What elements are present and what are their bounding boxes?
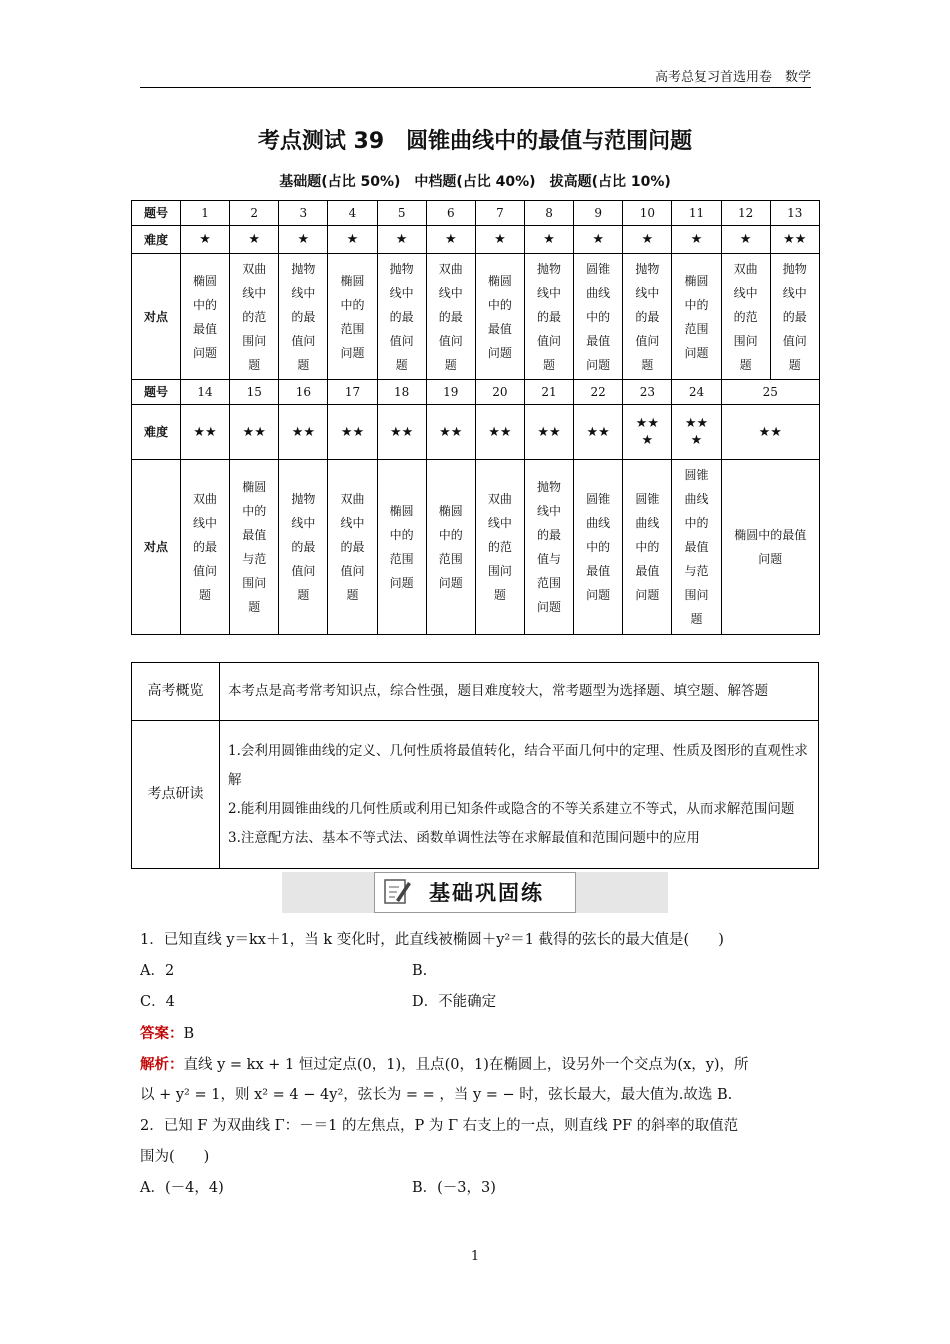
- topic-text: 抛物线中的最值问题: [537, 261, 562, 372]
- num-text: 6: [446, 206, 455, 220]
- cell-num: [770, 201, 819, 226]
- num-text: 12: [737, 206, 754, 220]
- analysis-label: 解析：: [140, 1056, 184, 1073]
- cell-diff: [181, 226, 230, 254]
- cell-topic: [574, 254, 623, 380]
- num-text: 17: [344, 385, 361, 399]
- cell-diff: [721, 226, 770, 254]
- topic-text: 椭圆中的最值问题: [193, 273, 218, 360]
- cell-topic: [475, 254, 524, 380]
- cell-diff: [279, 226, 328, 254]
- pencil-note-icon: [382, 876, 412, 906]
- diff-text: ★★: [488, 424, 512, 440]
- num-text: 8: [545, 206, 553, 220]
- page-title: 考点测试 39 圆锥曲线中的最值与范围问题: [257, 129, 693, 154]
- analysis-text: 直线 y = kx + 1 恒过定点(0，1)，且点(0，1)在椭圆上，设另外一个交点为(x，y)，所: [183, 1057, 749, 1073]
- cell-diff: [377, 405, 426, 460]
- row-label-topic: 对点: [132, 460, 181, 635]
- q1-analysis-line2: 以 + y² = 1，则 x² = 4 − 4y²，弦长为 = = ，当 y = − 时，弦长最大，最大值为.故选 B.: [140, 1087, 733, 1103]
- cell-diff: [181, 405, 230, 460]
- topic-text: 圆锥曲线中的最值问题: [635, 492, 660, 602]
- running-header: [140, 66, 811, 88]
- num-text: 18: [393, 385, 410, 399]
- cell-num: [721, 380, 819, 405]
- cell-diff: [279, 405, 328, 460]
- diff-text: ★★: [242, 424, 266, 440]
- q1-option-b: B.: [412, 963, 428, 979]
- difficulty-distribution: 基础题(占比 50%) 中档题(占比 40%) 拔高题(占比 10%): [279, 174, 671, 190]
- cell-num: [230, 380, 279, 405]
- section-banner: [282, 872, 668, 913]
- cell-topic: [230, 460, 279, 635]
- study-points: [220, 721, 819, 869]
- cell-num: [672, 201, 721, 226]
- study-point: 2.能利用圆锥曲线的几何性质或利用已知条件或隐含的不等关系建立不等式，从而求解范围问题: [228, 800, 795, 817]
- cell-diff: [574, 405, 623, 460]
- cell-num: [574, 380, 623, 405]
- diff-text: ★★★: [635, 416, 659, 448]
- cell-num: [623, 380, 672, 405]
- answer-value: B: [183, 1026, 195, 1042]
- topic-text: 抛物线中的最值问题: [291, 492, 316, 602]
- diff-text: ★★★: [684, 416, 709, 448]
- num-text: 2: [250, 206, 259, 220]
- diff-text: ★: [543, 232, 555, 247]
- answer-label: 答案：: [140, 1025, 184, 1042]
- q2-options-row1: [140, 1173, 815, 1204]
- topic-text: 双曲线中的范围问题: [487, 492, 512, 602]
- cell-diff: [426, 226, 475, 254]
- q2-option-b: B．(－3，3): [412, 1180, 496, 1196]
- cell-diff: [623, 226, 672, 254]
- cell-num: [181, 380, 230, 405]
- topic-text: 圆锥曲线中的最值问题: [586, 492, 611, 602]
- num-text: 20: [492, 385, 508, 399]
- num-text: 19: [443, 385, 459, 399]
- cell-diff: [475, 226, 524, 254]
- num-text: 15: [246, 385, 262, 399]
- cell-topic: [623, 460, 672, 635]
- cell-num: [524, 380, 573, 405]
- row-label-num: 题号: [132, 380, 181, 405]
- cell-topic: [524, 254, 573, 380]
- cell-num: [328, 201, 377, 226]
- q1-answer: [140, 1018, 815, 1049]
- q2-option-a: A．(－4，4): [140, 1180, 224, 1196]
- study-label: 考点研读: [132, 721, 220, 869]
- cell-diff: [770, 226, 819, 254]
- topic-text: 双曲线中的最值问题: [438, 261, 463, 372]
- diff-text: ★: [248, 232, 261, 247]
- num-text: 4: [348, 206, 357, 220]
- cell-num: [574, 201, 623, 226]
- cell-topic: [377, 254, 426, 380]
- diff-text: ★: [346, 232, 359, 247]
- cell-topic: [475, 460, 524, 635]
- topic-text: 椭圆中的最值问题: [734, 528, 807, 566]
- study-point: 1.会利用圆锥曲线的定义、几何性质将最值转化，结合平面几何中的定理、性质及图形的直观性求解: [228, 742, 808, 788]
- topic-text: 椭圆中的范围问题: [340, 273, 365, 360]
- cell-diff: [328, 405, 377, 460]
- diff-text: ★: [395, 232, 408, 247]
- topic-text: 椭圆中的最值问题: [487, 273, 512, 360]
- num-text: 9: [594, 206, 603, 220]
- topic-table-1: [131, 200, 820, 380]
- study-point: 3.注意配方法、基本不等式法、函数单调性法等在求解最值和范围问题中的应用: [228, 829, 700, 846]
- cell-topic: [279, 460, 328, 635]
- cell-num: [230, 201, 279, 226]
- diff-text: ★: [494, 232, 506, 247]
- questions: [140, 925, 815, 1204]
- diff-text: ★★: [389, 424, 414, 440]
- diff-text: ★: [199, 232, 211, 247]
- cell-topic: [623, 254, 672, 380]
- num-text: 16: [295, 385, 311, 399]
- q2-stem-line2: 围为( ): [140, 1149, 210, 1165]
- diff-text: ★★: [340, 424, 365, 440]
- cell-topic: [524, 460, 573, 635]
- overview-label: 高考概览: [132, 663, 220, 721]
- topic-text: 抛物线中的最值与范围问题: [537, 480, 562, 614]
- cell-topic: [426, 460, 475, 635]
- cell-num: [377, 380, 426, 405]
- topic-table-2: [131, 379, 820, 635]
- diff-text: ★: [444, 232, 457, 247]
- num-text: 22: [590, 385, 606, 399]
- diff-text: ★★: [193, 424, 217, 440]
- row-label-diff: 难度: [132, 405, 181, 460]
- num-text: 13: [787, 206, 803, 220]
- cell-diff: [672, 226, 721, 254]
- cell-num: [475, 201, 524, 226]
- cell-num: [426, 201, 475, 226]
- cell-topic: [672, 254, 721, 380]
- num-text: 7: [496, 206, 504, 220]
- cell-num: [623, 201, 672, 226]
- diff-text: ★: [739, 232, 752, 247]
- cell-num: [279, 380, 328, 405]
- cell-topic: [230, 254, 279, 380]
- page-number: 1: [470, 1249, 480, 1264]
- cell-num: [426, 380, 475, 405]
- diff-text: ★: [641, 232, 654, 247]
- topic-text: 抛物线中的最值问题: [291, 261, 316, 372]
- num-text: 5: [397, 206, 406, 220]
- q1-options-row2: [140, 987, 815, 1018]
- num-text: 23: [639, 385, 655, 399]
- cell-num: [524, 201, 573, 226]
- cell-topic: [279, 254, 328, 380]
- cell-diff: [672, 405, 721, 460]
- cell-diff: [721, 405, 819, 460]
- q2-stem-line1: 2．已知 F 为双曲线 Γ：－＝1 的左焦点，P 为 Γ 右支上的一点，则直线 PF 的斜率的取值范: [140, 1118, 739, 1134]
- cell-diff: [574, 226, 623, 254]
- topic-text: 抛物线中的最值问题: [782, 261, 807, 372]
- cell-topic: [721, 254, 770, 380]
- num-text: 21: [541, 385, 557, 399]
- topic-text: 椭圆中的范围问题: [438, 504, 463, 590]
- diff-text: ★: [592, 232, 605, 247]
- cell-topic: [574, 460, 623, 635]
- diff-text: ★★: [758, 424, 782, 440]
- topic-text: 双曲线中的范围问题: [242, 261, 267, 372]
- cell-diff: [524, 226, 573, 254]
- num-text: 1: [201, 206, 209, 220]
- num-text: 11: [688, 206, 705, 220]
- row-label-diff: 难度: [132, 226, 181, 254]
- diff-text: ★★: [291, 424, 315, 440]
- topic-text: 椭圆中的范围问题: [684, 273, 709, 360]
- cell-topic: [426, 254, 475, 380]
- num-text: 25: [762, 385, 778, 399]
- row-label-topic: 对点: [132, 254, 181, 380]
- cell-topic: [672, 460, 721, 635]
- cell-num: [181, 201, 230, 226]
- num-text: 24: [688, 385, 705, 399]
- q1-option-a: A．2: [140, 963, 175, 979]
- topic-text: 双曲线中的最值问题: [340, 492, 365, 602]
- topic-text: 抛物线中的最值问题: [389, 261, 414, 372]
- diff-text: ★★: [439, 424, 463, 440]
- cell-num: [279, 201, 328, 226]
- diff-text: ★: [690, 232, 703, 247]
- cell-num: [475, 380, 524, 405]
- cell-topic: [181, 460, 230, 635]
- topic-text: 椭圆中的最值与范围问题: [242, 480, 267, 614]
- cell-topic: [328, 254, 377, 380]
- cell-topic: [770, 254, 819, 380]
- cell-num: [328, 380, 377, 405]
- cell-diff: [377, 226, 426, 254]
- q1-analysis-line1: [140, 1049, 815, 1080]
- banner-label: 基础巩固练: [429, 881, 544, 905]
- overview-text: 本考点是高考常考知识点，综合性强，题目难度较大，常考题型为选择题、填空题、解答题: [220, 663, 819, 721]
- topic-text: 双曲线中的最值问题: [193, 492, 218, 602]
- cell-diff: [524, 405, 573, 460]
- cell-topic: [328, 460, 377, 635]
- topic-text: 椭圆中的范围问题: [389, 504, 414, 590]
- diff-text: ★: [297, 232, 310, 247]
- overview-table: [131, 662, 819, 869]
- q1-option-c: C．4: [140, 994, 175, 1010]
- topic-text: 圆锥曲线中的最值与范围问题: [684, 468, 709, 626]
- topic-text: 圆锥曲线中的最值问题: [586, 261, 611, 372]
- cell-diff: [230, 226, 279, 254]
- q1-option-d: D．不能确定: [412, 994, 497, 1010]
- cell-topic: [181, 254, 230, 380]
- num-text: 10: [639, 206, 655, 220]
- topic-text: 抛物线中的最值问题: [635, 261, 660, 372]
- cell-num: [377, 201, 426, 226]
- q1-options-row1: [140, 956, 815, 987]
- cell-topic: [377, 460, 426, 635]
- diff-text: ★★: [586, 424, 610, 440]
- row-label-num: 题号: [132, 201, 181, 226]
- header-text: 高考总复习首选用卷 数学: [654, 70, 811, 85]
- diff-text: ★★: [783, 232, 807, 247]
- num-text: 14: [197, 385, 213, 399]
- cell-diff: [328, 226, 377, 254]
- cell-diff: [623, 405, 672, 460]
- cell-num: [672, 380, 721, 405]
- topic-text: 双曲线中的范围问题: [733, 261, 758, 372]
- diff-text: ★★: [537, 424, 561, 440]
- cell-diff: [426, 405, 475, 460]
- cell-topic: [721, 460, 819, 635]
- cell-diff: [475, 405, 524, 460]
- cell-diff: [230, 405, 279, 460]
- q1-stem: 1．已知直线 y＝kx＋1，当 k 变化时，此直线被椭圆＋y²＝1 截得的弦长的最大值是( ): [140, 932, 724, 948]
- num-text: 3: [299, 206, 308, 220]
- cell-num: [721, 201, 770, 226]
